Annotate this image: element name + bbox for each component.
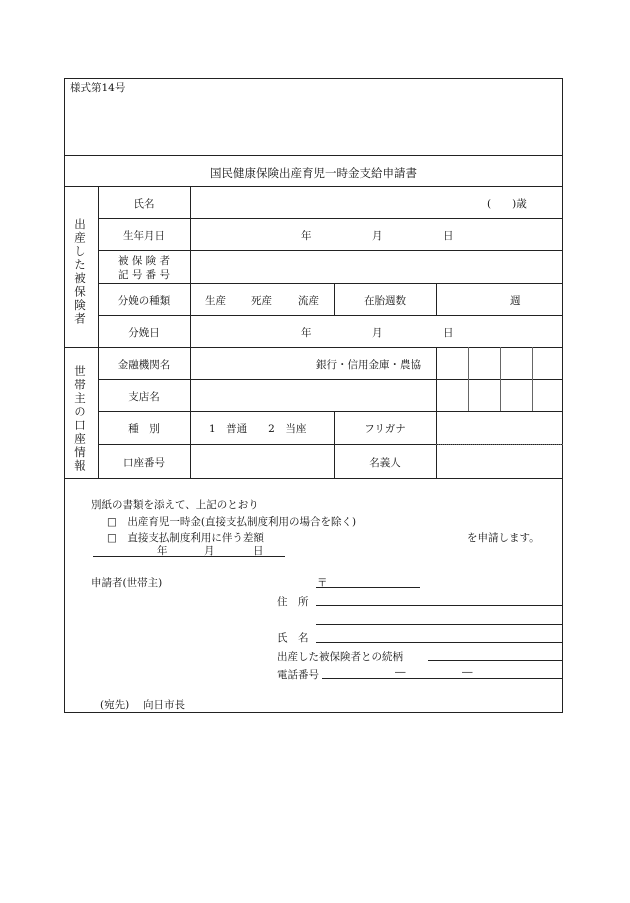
application-intro: 別紙の書類を添えて、上記のとおり — [91, 499, 259, 511]
grid-line — [98, 315, 563, 316]
grid-line — [532, 347, 533, 411]
gestation-label: 在胎週数 — [364, 295, 406, 307]
date-underline — [93, 556, 285, 557]
type-stillbirth: 死産 — [251, 295, 272, 307]
type-miscarriage: 流産 — [298, 295, 319, 307]
grid-line — [500, 347, 501, 411]
day-label: 日 — [443, 230, 454, 242]
bank-name-label: 金融機関名 — [117, 359, 171, 371]
address-label: 住 所 — [277, 596, 309, 608]
date-year: 年 — [157, 545, 168, 557]
date-day: 日 — [253, 545, 264, 557]
phone-underline — [322, 678, 562, 679]
bank-types: 銀行・信用金庫・農協 — [316, 359, 421, 371]
addressee: (宛先) 向日市長 — [100, 699, 186, 711]
applicant-label: 申請者(世帯主) — [91, 577, 163, 589]
grid-line — [436, 347, 437, 411]
option-lump-sum: □ 出産育児一時金(直接支払制度利用の場合を除く) — [107, 516, 357, 528]
birth-date-label: 生年月日 — [123, 230, 165, 242]
type-live-birth: 生産 — [205, 295, 226, 307]
grid-line — [98, 411, 563, 412]
month-label: 月 — [372, 230, 383, 242]
account-holder-label: 名義人 — [369, 457, 401, 469]
grid-line — [64, 478, 563, 479]
apply-text: を申請します。 — [467, 532, 540, 544]
delivery-type-label: 分娩の種類 — [117, 295, 171, 307]
grid-line — [436, 283, 437, 315]
grid-line — [190, 186, 191, 478]
grid-line — [468, 347, 469, 411]
phone-label: 電話番号 — [277, 669, 319, 681]
section-label-insured: 出産した被保険者 — [73, 218, 87, 326]
delivery-date-label: 分娩日 — [128, 327, 160, 339]
age-field: ( )歳 — [487, 198, 527, 210]
form-number: 様式第14号 — [70, 82, 126, 94]
name-field-label: 氏 名 — [277, 632, 309, 644]
date-month: 月 — [204, 545, 215, 557]
grid-line — [98, 283, 563, 284]
relation-underline — [428, 660, 562, 661]
option-direct-payment: □ 直接支払制度利用に伴う差額 — [107, 532, 264, 544]
phone-dash: ― — [462, 666, 473, 678]
form-title: 国民健康保険出産育児一時金支給申請書 — [210, 166, 417, 180]
month-label: 月 — [372, 327, 383, 339]
grid-line — [98, 218, 563, 219]
name-underline — [316, 642, 562, 643]
day-label: 日 — [443, 327, 454, 339]
relation-label: 出産した被保険者との続柄 — [277, 651, 403, 663]
furigana-label: フリガナ — [364, 423, 406, 435]
address-underline-2 — [316, 624, 562, 625]
grid-line — [64, 347, 563, 348]
grid-line — [98, 250, 563, 251]
phone-dash: ― — [395, 666, 406, 678]
postal-mark: 〒 — [317, 577, 328, 589]
name-label: 氏名 — [133, 198, 155, 210]
insured-label-line1: 被 保 険 者 — [117, 255, 170, 267]
address-underline — [316, 605, 562, 606]
branch-label: 支店名 — [128, 391, 160, 403]
account-type-options: 1 普通 2 当座 — [209, 423, 307, 435]
year-label: 年 — [301, 327, 312, 339]
account-number-label: 口座番号 — [123, 457, 165, 469]
grid-line — [436, 444, 563, 445]
insured-label-line2: 記 号 番 号 — [117, 269, 170, 281]
divider — [64, 155, 563, 156]
gestation-unit: 週 — [510, 295, 521, 307]
section-label-account: 世帯主の口座情報 — [73, 365, 87, 473]
year-label: 年 — [301, 230, 312, 242]
divider — [64, 186, 563, 187]
postal-underline — [316, 587, 420, 588]
grid-line — [98, 379, 563, 380]
account-type-label: 種 別 — [128, 423, 160, 435]
